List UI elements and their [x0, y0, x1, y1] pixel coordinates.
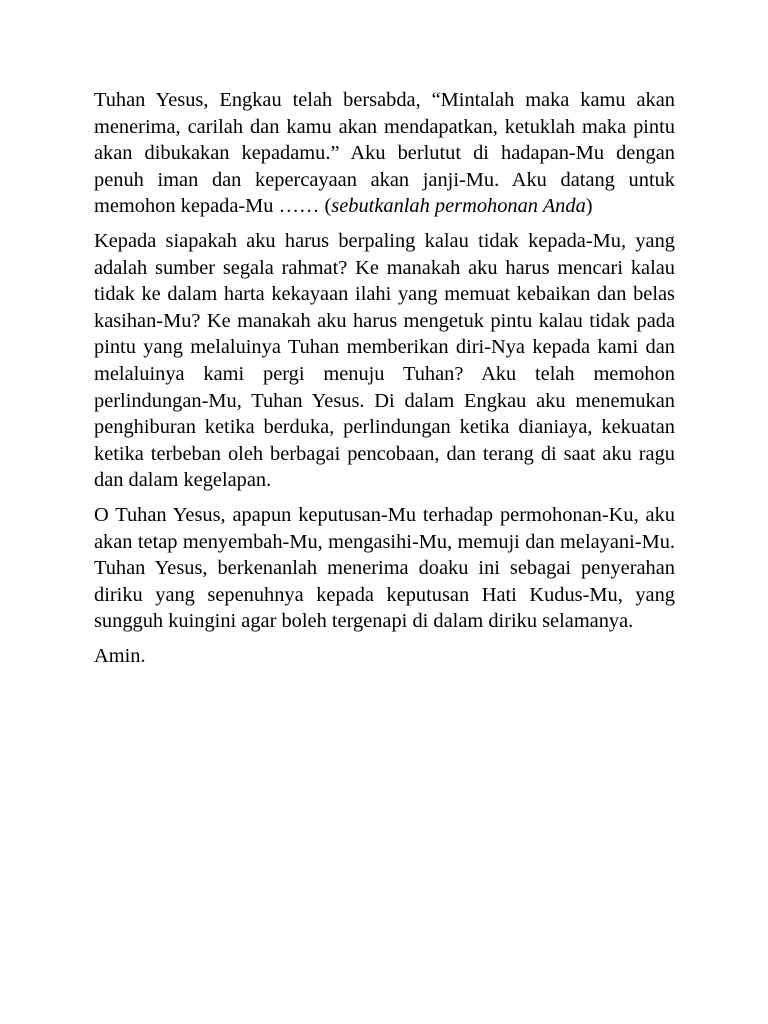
paragraph-2: Kepada siapakah aku harus berpaling kalau tidak kepada-Mu, yang adalah sumber segala rahmat? Ke manakah aku harus mencari kalau tidak ke dalam harta kekayaan ilahi yang memuat kebaikan dan belas kasihan-Mu? Ke manakah aku harus mengetuk pintu kalau tidak pada pintu yang melaluinya Tuhan memberikan diri-Nya kepada kami dan melaluinya kami pergi menuju Tuhan? Aku telah memohon perlindungan-Mu, Tuhan Yesus. Di dalam Engkau aku menemukan penghiburan ketika berduka, perlindungan ketika dianiaya, kekuatan ketika terbeban oleh berbagai pencobaan, dan terang di saat aku ragu dan dalam kegelapan.	[94, 229, 675, 492]
paragraph-1-close-paren: )	[585, 195, 593, 218]
paragraph-1-open-paren: (	[324, 195, 332, 218]
paragraph-3: O Tuhan Yesus, apapun keputusan-Mu terhadap permohonan-Ku, aku akan tetap menyembah-Mu, mengasihi-Mu, memuji dan melayani-Mu. Tuhan Yesus, berkenanlah menerima doaku ini sebagai penyerahan diriku yang sepenuhnya kepada keputusan Hati Kudus-Mu, yang sungguh kuingini agar boleh tergenapi di dalam diriku selamanya.	[94, 503, 675, 633]
paragraph-1	[94, 87, 675, 220]
paragraph-1-text: Tuhan Yesus, Engkau telah bersabda, “Mintalah maka kamu akan menerima, carilah dan kamu akan mendapatkan, ketuklah maka pintu akan dibukakan kepadamu.” Aku berlutut di hadapan-Mu dengan penuh iman dan kepercayaan akan janji-Mu. Aku datang untuk memohon kepada-Mu ……	[94, 89, 675, 218]
document-page	[94, 87, 675, 677]
paragraph-1-italic-note: sebutkanlah permohonan Anda	[331, 195, 586, 218]
closing-amen: Amin.	[94, 644, 146, 667]
